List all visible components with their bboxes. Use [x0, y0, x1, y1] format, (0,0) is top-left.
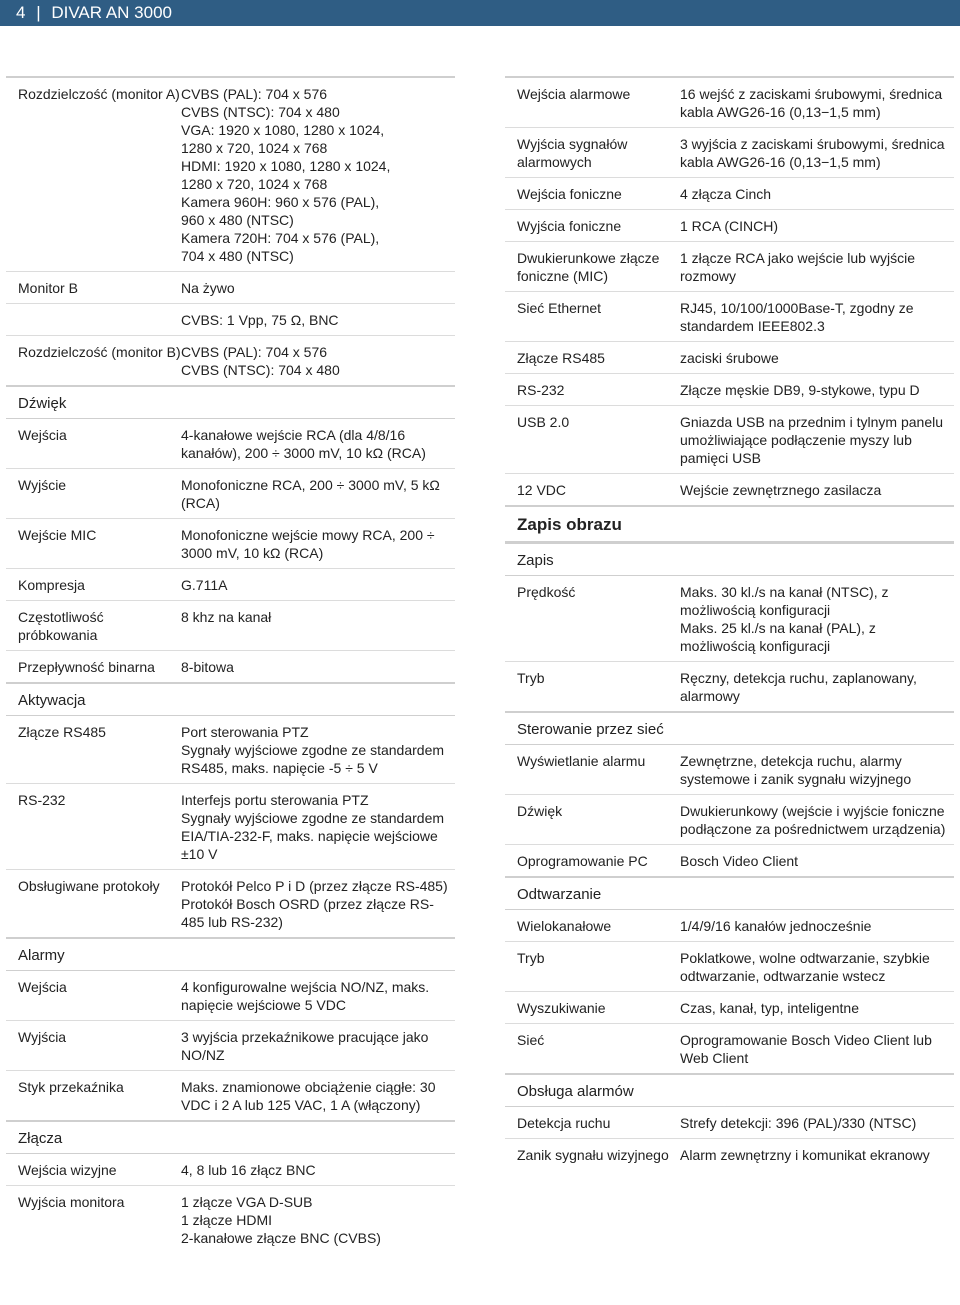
spec-value: Port sterowania PTZ Sygnały wyjściowe zgodne ze standardem RS485, maks. napięcie -5 ÷ 5 V	[181, 724, 445, 776]
spec-value: 8 khz na kanał	[181, 609, 272, 625]
spec-row	[6, 469, 455, 519]
spec-label: Styk przekaźnika	[18, 1079, 124, 1095]
spec-value: 3 wyjścia z zaciskami śrubowymi, średnica kabla AWG26-16 (0,13−1,5 mm)	[680, 136, 945, 170]
spec-label: Sieć Ethernet	[517, 300, 602, 316]
spec-value: Gniazda USB na przednim i tylnym panelu umożliwiające podłączenie myszy lub pamięci USB	[680, 414, 944, 466]
spec-label: Obsługiwane protokoły	[18, 878, 160, 894]
spec-row	[505, 795, 954, 845]
spec-label: Tryb	[517, 950, 545, 966]
spec-row	[505, 576, 954, 662]
spec-value: Interfejs portu sterowania PTZ Sygnały wyjściowe zgodne ze standardem EIA/TIA-232-F, maks. napięcie wejściowe ±10 V	[181, 792, 445, 862]
spec-row	[6, 1021, 455, 1071]
spec-row	[505, 942, 954, 992]
spec-label: Wielokanałowe	[517, 918, 612, 934]
spec-section-monitor	[6, 76, 455, 385]
spec-value: 1 złącze VGA D-SUB 1 złącze HDMI 2-kanałowe złącze BNC (CVBS)	[181, 1194, 381, 1246]
spec-row	[505, 845, 954, 876]
spec-label: Wejścia wizyjne	[18, 1162, 117, 1178]
spec-value: Maks. znamionowe obciążenie ciągłe: 30 VDC i 2 A lub 125 VAC, 1 A (włączony)	[181, 1079, 436, 1113]
spec-label: 12 VDC	[517, 482, 567, 498]
spec-row	[6, 336, 455, 385]
spec-section-alarm-io	[505, 76, 954, 505]
spec-label: Wyświetlanie alarmu	[517, 753, 646, 769]
spec-label: Wyjście	[18, 477, 67, 493]
spec-section-zlacza	[6, 1120, 455, 1253]
spec-section-odtwarzanie	[505, 876, 954, 1073]
spec-label: Prędkość	[517, 584, 576, 600]
spec-value: 4-kanałowe wejście RCA (dla 4/8/16 kanałów), 200 ÷ 3000 mV, 10 kΩ (RCA)	[181, 427, 426, 461]
spec-label: Częstotliwość próbkowania	[18, 609, 104, 643]
spec-row	[505, 745, 954, 795]
spec-label: Monitor B	[18, 280, 78, 296]
section-heading: Złącza	[6, 1122, 455, 1154]
spec-label: Wejścia foniczne	[517, 186, 622, 202]
spec-value: CVBS: 1 Vpp, 75 Ω, BNC	[181, 312, 339, 328]
spec-row	[505, 1107, 954, 1139]
spec-section-aktywacja	[6, 682, 455, 937]
spec-value: Alarm zewnętrzny i komunikat ekranowy	[680, 1147, 930, 1163]
spec-section-sterowanie	[505, 711, 954, 876]
spec-row	[505, 1024, 954, 1073]
spec-row	[505, 910, 954, 942]
spec-label: Tryb	[517, 670, 545, 686]
spec-label: Dwukierunkowe złącze foniczne (MIC)	[517, 250, 660, 284]
spec-label: RS-232	[517, 382, 565, 398]
spec-label: RS-232	[18, 792, 66, 808]
section-heading: Sterowanie przez sieć	[505, 713, 954, 745]
spec-label: Wejścia	[18, 427, 67, 443]
spec-label: Złącze RS485	[517, 350, 605, 366]
spec-row	[505, 292, 954, 342]
spec-value: CVBS (PAL): 704 x 576 CVBS (NTSC): 704 x 480 VGA: 1920 x 1080, 1280 x 1024, 1280 x 720, 1024 x 768 HDMI: 1920 x 1080, 1280 x 1024, 1280 x 720, 1024 x 768 Kamera 960H: 960 x 576 (PAL), 960 x 480 (NTSC) Kamera 720H: 704 x 576 (PAL), 704 x 480 (NTSC)	[181, 86, 391, 264]
section-heading: Odtwarzanie	[505, 878, 954, 910]
left-spec-column	[6, 76, 455, 1253]
spec-row	[6, 601, 455, 651]
spec-label: Zanik sygnału wizyjnego	[517, 1147, 669, 1163]
spec-row	[505, 242, 954, 292]
spec-section-zapis	[505, 542, 954, 711]
spec-value: CVBS (PAL): 704 x 576 CVBS (NTSC): 704 x 480	[181, 344, 340, 378]
spec-section-zapis-obrazu	[505, 505, 954, 542]
header-separator: |	[36, 3, 41, 22]
spec-label: Wejście MIC	[18, 527, 97, 543]
spec-label: Sieć	[517, 1032, 545, 1048]
spec-row	[6, 1154, 455, 1186]
spec-label: Przepływność binarna	[18, 659, 155, 675]
spec-row	[505, 474, 954, 505]
spec-label: Wyjścia sygnałów alarmowych	[517, 136, 628, 170]
spec-section-obsluga-alarmow	[505, 1073, 954, 1170]
spec-value: zaciski śrubowe	[680, 350, 779, 366]
spec-value: Poklatkowe, wolne odtwarzanie, szybkie odtwarzanie, odtwarzanie wstecz	[680, 950, 930, 984]
spec-value: 1 złącze RCA jako wejście lub wyjście rozmowy	[680, 250, 915, 284]
spec-value: Złącze męskie DB9, 9-stykowe, typu D	[680, 382, 920, 398]
spec-value: Strefy detekcji: 396 (PAL)/330 (NTSC)	[680, 1115, 917, 1131]
spec-label: Detekcja ruchu	[517, 1115, 611, 1131]
spec-row	[6, 519, 455, 569]
spec-value: Wejście zewnętrznego zasilacza	[680, 482, 882, 498]
spec-value: Czas, kanał, typ, inteligentne	[680, 1000, 859, 1016]
spec-label: Dźwięk	[517, 803, 563, 819]
spec-section-alarmy	[6, 937, 455, 1120]
spec-row	[505, 1139, 954, 1170]
spec-row	[505, 662, 954, 711]
section-heading: Alarmy	[6, 939, 455, 971]
page-number: 4	[16, 3, 26, 22]
spec-row	[505, 128, 954, 178]
section-heading: Obsługa alarmów	[505, 1075, 954, 1107]
spec-row	[6, 78, 455, 272]
spec-label	[6, 311, 181, 329]
spec-row	[6, 716, 455, 784]
spec-value: 8-bitowa	[181, 659, 234, 675]
spec-label: Wyjścia monitora	[18, 1194, 125, 1210]
spec-row	[505, 178, 954, 210]
spec-value: 4 konfigurowalne wejścia NO/NZ, maks. napięcie wejściowe 5 VDC	[181, 979, 430, 1013]
spec-row	[505, 78, 954, 128]
spec-row	[505, 342, 954, 374]
spec-value: Zewnętrzne, detekcja ruchu, alarmy systemowe i zanik sygnału wizyjnego	[680, 753, 912, 787]
spec-value: Dwukierunkowy (wejście i wyjście foniczne podłączone za pośrednictwem urządzenia)	[680, 803, 946, 837]
document-title: DIVAR AN 3000	[51, 3, 172, 22]
spec-value: 1 RCA (CINCH)	[680, 218, 779, 234]
spec-row	[6, 1186, 455, 1253]
section-heading: Aktywacja	[6, 684, 455, 716]
spec-row	[6, 651, 455, 682]
section-heading: Zapis obrazu	[505, 507, 954, 542]
spec-value: Ręczny, detekcja ruchu, zaplanowany, alarmowy	[680, 670, 917, 704]
spec-label: Złącze RS485	[18, 724, 106, 740]
spec-value: 1/4/9/16 kanałów jednocześnie	[680, 918, 872, 934]
spec-value: 4 złącza Cinch	[680, 186, 772, 202]
spec-value: Bosch Video Client	[680, 853, 799, 869]
spec-row	[505, 992, 954, 1024]
spec-section-dzwiek	[6, 385, 455, 682]
spec-label: USB 2.0	[517, 414, 570, 430]
spec-label: Rozdzielczość (monitor A)	[18, 86, 180, 102]
spec-label: Kompresja	[18, 577, 85, 593]
spec-label: Wyjścia	[18, 1029, 67, 1045]
spec-value: Protokół Pelco P i D (przez złącze RS-485) Protokół Bosch OSRD (przez złącze RS-485 lub RS-232)	[181, 878, 448, 930]
spec-row	[6, 304, 455, 336]
spec-row	[6, 1071, 455, 1120]
spec-row	[6, 784, 455, 870]
spec-value: Na żywo	[181, 280, 235, 296]
spec-row	[505, 406, 954, 474]
spec-row	[6, 419, 455, 469]
spec-label: Wejścia alarmowe	[517, 86, 631, 102]
spec-row	[6, 870, 455, 937]
spec-label: Wyszukiwanie	[517, 1000, 606, 1016]
spec-value: RJ45, 10/100/1000Base-T, zgodny ze standardem IEEE802.3	[680, 300, 914, 334]
spec-label: Wyjścia foniczne	[517, 218, 622, 234]
spec-label: Oprogramowanie PC	[517, 853, 648, 869]
spec-label: Wejścia	[18, 979, 67, 995]
spec-row	[6, 272, 455, 304]
spec-value: Maks. 30 kl./s na kanał (NTSC), z możliwością konfiguracji Maks. 25 kl./s na kanał (PAL), z możliwością konfiguracji	[680, 584, 889, 654]
right-spec-column	[505, 76, 954, 1170]
spec-value: 16 wejść z zaciskami śrubowymi, średnica kabla AWG26-16 (0,13−1,5 mm)	[680, 86, 943, 120]
section-heading: Zapis	[505, 544, 954, 576]
section-heading: Dźwięk	[6, 387, 455, 419]
spec-row	[6, 971, 455, 1021]
page-header	[0, 0, 960, 26]
spec-value: Monofoniczne wejście mowy RCA, 200 ÷ 3000 mV, 10 kΩ (RCA)	[181, 527, 435, 561]
spec-label: Rozdzielczość (monitor B)	[18, 344, 181, 360]
spec-value: Oprogramowanie Bosch Video Client lub Web Client	[680, 1032, 932, 1066]
spec-row	[505, 210, 954, 242]
spec-row	[505, 374, 954, 406]
spec-value: 3 wyjścia przekaźnikowe pracujące jako NO/NZ	[181, 1029, 429, 1063]
spec-value: Monofoniczne RCA, 200 ÷ 3000 mV, 5 kΩ (RCA)	[181, 477, 440, 511]
spec-value: 4, 8 lub 16 złącz BNC	[181, 1162, 316, 1178]
spec-value: G.711A	[181, 577, 228, 593]
spec-row	[6, 569, 455, 601]
